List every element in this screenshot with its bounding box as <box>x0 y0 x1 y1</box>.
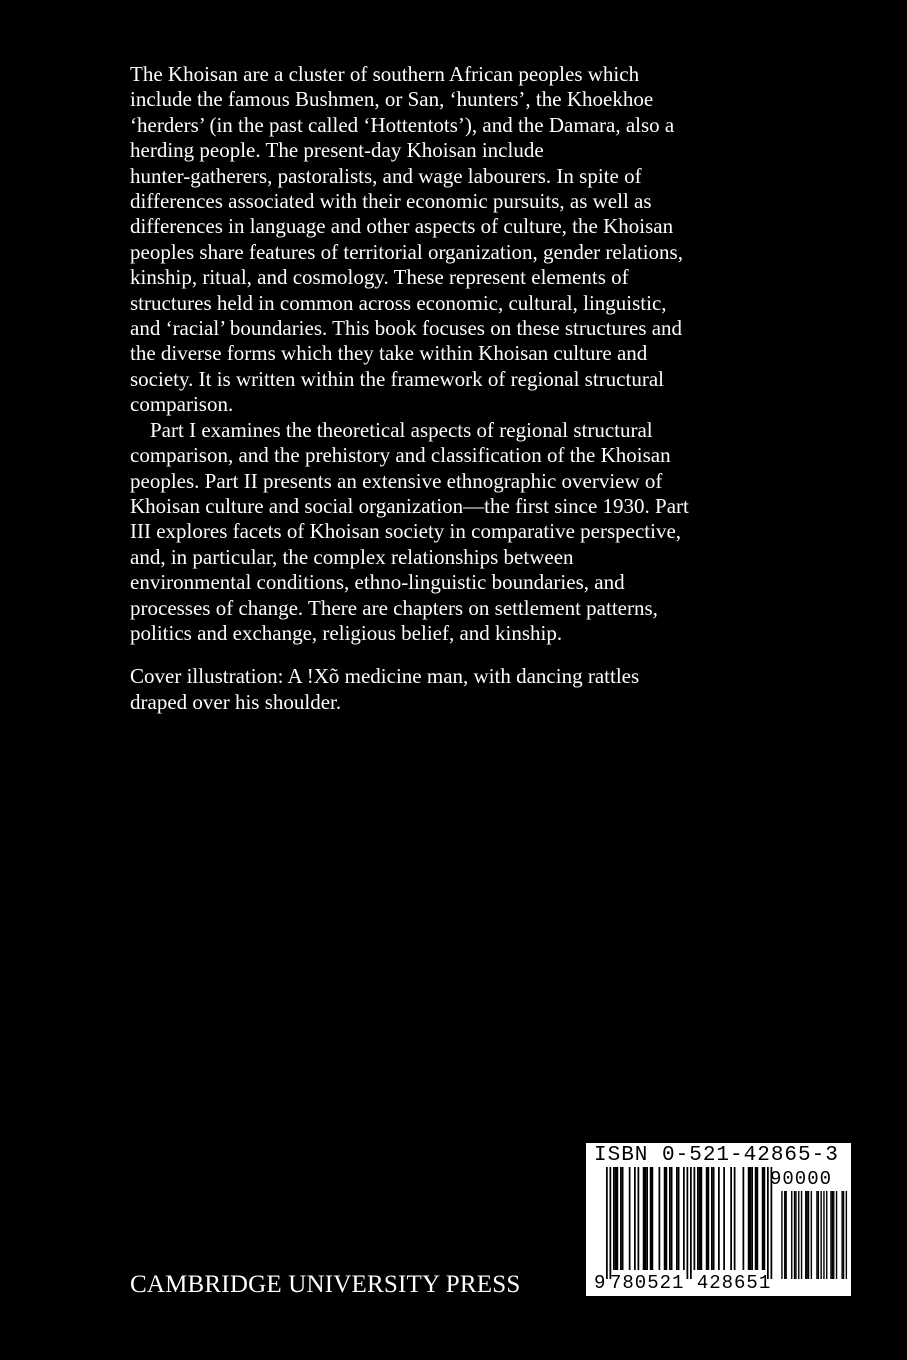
barcode-bar <box>620 1167 622 1270</box>
addon-bar <box>784 1191 785 1279</box>
barcode-bar <box>734 1167 736 1270</box>
addon-bar <box>818 1191 819 1279</box>
addon-bar <box>811 1191 812 1279</box>
barcode-bar <box>713 1167 715 1270</box>
barcode-bar <box>730 1167 732 1270</box>
barcode-bar <box>757 1167 759 1270</box>
barcode-bar <box>629 1167 631 1270</box>
text-line: hunter-gatherers, pastoralists, and wage labourers. In spite of <box>130 163 642 188</box>
text-line: structures held in common across economic, cultural, linguistic, <box>130 290 667 315</box>
text-line: differences associated with their economic pursuits, as well as <box>130 189 652 214</box>
ean-first-digit: 9 <box>594 1272 606 1294</box>
barcode-bar <box>711 1167 713 1270</box>
barcode-bar <box>606 1167 608 1279</box>
ean-digits: 780521 428651 <box>610 1272 772 1294</box>
barcode-bar <box>659 1167 661 1270</box>
text-line: politics and exchange, religious belief, and kinship. <box>130 620 563 645</box>
text-line: kinship, ritual, and cosmology. These represent elements of <box>130 265 629 290</box>
text-line: processes of change. There are chapters on settlement patterns, <box>130 595 658 620</box>
addon-bar <box>846 1191 847 1279</box>
barcode-bar <box>610 1167 612 1279</box>
barcode-bar <box>646 1167 648 1270</box>
barcode-bar <box>764 1167 766 1270</box>
barcode-bar <box>622 1167 624 1270</box>
barcode-bar <box>650 1167 652 1270</box>
barcode-bar <box>664 1167 666 1270</box>
barcode-bar <box>723 1167 725 1270</box>
barcode-bar <box>652 1167 654 1270</box>
addon-bar <box>785 1191 786 1279</box>
addon-bar <box>795 1191 796 1279</box>
text-line: and, in particular, the complex relationships between <box>130 544 574 569</box>
barcode-bar <box>687 1167 689 1279</box>
text-line: peoples. Part II presents an extensive ethnographic overview of <box>130 468 663 493</box>
addon-bar <box>830 1191 831 1279</box>
text-line: The Khoisan are a cluster of southern African peoples which <box>130 62 640 86</box>
barcode-bar <box>617 1167 619 1270</box>
barcode-bar <box>683 1167 685 1270</box>
barcode-bar <box>762 1167 764 1270</box>
paragraph-2 <box>130 418 830 647</box>
paragraph-1 <box>130 62 830 418</box>
text-line: ‘herders’ (in the past called ‘Hottentots’), and the Damara, also a <box>130 112 675 137</box>
text-line: Cover illustration: A !Xõ medicine man, with dancing rattles <box>130 664 640 689</box>
barcode-bar <box>748 1167 750 1270</box>
barcode-bar <box>613 1167 615 1270</box>
barcode-bar <box>690 1167 692 1279</box>
addon-bar <box>820 1191 821 1279</box>
text-line: and ‘racial’ boundaries. This book focuses on these structures and <box>130 316 683 341</box>
barcode-bar <box>699 1167 701 1270</box>
barcode-bar <box>666 1167 668 1270</box>
publisher-name: CAMBRIDGE UNIVERSITY PRESS <box>130 1271 521 1298</box>
barcode-bar <box>638 1167 640 1270</box>
isbn-barcode <box>586 1143 851 1296</box>
barcode-bar <box>671 1167 673 1270</box>
barcode-bar <box>645 1167 647 1270</box>
barcode-bar <box>669 1167 671 1270</box>
cover-illustration-credit <box>130 664 830 715</box>
isbn-label: ISBN 0-521-42865-3 <box>594 1144 839 1167</box>
barcode-bar <box>708 1167 710 1270</box>
addon-bar <box>806 1191 807 1279</box>
text-line: differences in language and other aspects of culture, the Khoisan <box>130 214 674 239</box>
barcode-bar <box>676 1167 678 1270</box>
addon-bar <box>832 1191 833 1279</box>
addon-bar <box>816 1191 817 1279</box>
addon-bar <box>798 1191 799 1279</box>
text-line: herding people. The present-day Khoisan include <box>130 138 544 163</box>
addon-bar <box>805 1191 806 1279</box>
barcode-bar <box>767 1167 769 1279</box>
addon-bar <box>791 1191 792 1279</box>
addon-bar <box>801 1191 802 1279</box>
text-line: draped over his shoulder. <box>130 689 342 714</box>
price-code: 90000 <box>770 1168 833 1190</box>
addon-bar <box>808 1191 809 1279</box>
addon-bar <box>823 1191 824 1279</box>
addon-bar <box>833 1191 834 1279</box>
barcode-bar <box>634 1167 636 1270</box>
barcode-bar <box>751 1167 753 1270</box>
text-line: the diverse forms which they take within Khoisan culture and <box>130 341 648 366</box>
barcode-bar <box>678 1167 680 1270</box>
text-line: peoples share features of territorial organization, gender relations, <box>130 239 683 264</box>
barcode-bar <box>743 1167 745 1270</box>
addon-bar <box>836 1191 837 1279</box>
addon-bar <box>841 1191 842 1279</box>
barcode-bar <box>718 1167 720 1270</box>
barcode-bar <box>643 1167 645 1270</box>
back-cover-blurb <box>130 62 830 715</box>
text-line: Part I examines the theoretical aspects of regional structural <box>150 417 653 442</box>
barcode-bar <box>701 1167 703 1270</box>
barcode-bar <box>750 1167 752 1270</box>
addon-bar <box>843 1191 844 1279</box>
text-line: environmental conditions, ethno-linguistic boundaries, and <box>130 570 625 595</box>
barcode-bar <box>706 1167 708 1270</box>
text-line: include the famous Bushmen, or San, ‘hunters’, the Khoekhoe <box>130 87 654 112</box>
barcode-bar <box>755 1167 757 1270</box>
text-line: comparison. <box>130 392 234 417</box>
text-line: Khoisan culture and social organization—the first since 1930. Part <box>130 493 689 518</box>
addon-bar <box>826 1191 827 1279</box>
barcode-bar <box>694 1167 696 1270</box>
barcode-bar <box>697 1167 699 1270</box>
addon-bar <box>781 1191 782 1279</box>
text-line: comparison, and the prehistory and classification of the Khoisan <box>130 443 671 468</box>
text-line: society. It is written within the framework of regional structural <box>130 366 664 391</box>
barcode-bar <box>615 1167 617 1270</box>
text-line: III explores facets of Khoisan society in comparative perspective, <box>130 519 682 544</box>
addon-bar <box>794 1191 795 1279</box>
